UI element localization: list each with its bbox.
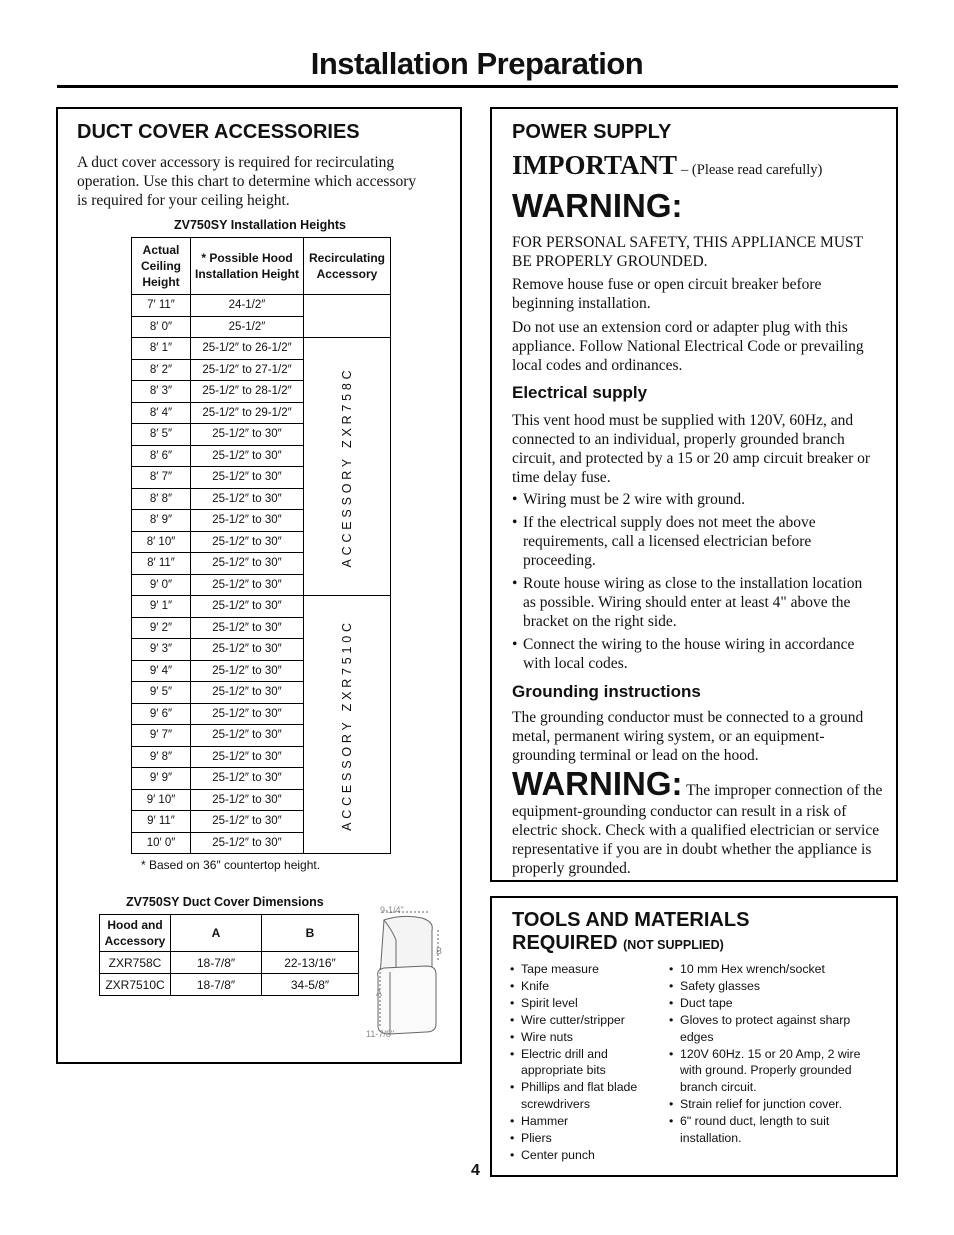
table-footnote: * Based on 36″ countertop height. [141,858,321,872]
install-height-cell: 25-1/2″ to 30″ [191,639,304,661]
install-height-cell: 25-1/2″ [191,316,304,338]
install-height-cell: 25-1/2″ to 26-1/2″ [191,338,304,360]
install-height-cell: 25-1/2″ to 30″ [191,531,304,553]
list-item: • Electric drill and appropriate bits [510,1046,660,1080]
important-label: IMPORTANT [512,150,678,180]
col-header-ceiling: Actual Ceiling Height [132,238,191,295]
install-height-cell: 25-1/2″ to 30″ [191,467,304,489]
dimension-cell: 18-7/8″ [171,974,262,996]
install-height-cell: 25-1/2″ to 30″ [191,617,304,639]
warning2-heading: WARNING: [512,765,683,802]
list-item: • Tape measure [510,961,660,978]
ceiling-height-cell: 9′ 10″ [132,789,191,811]
list-item: • Strain relief for junction cover. [669,1096,869,1113]
grounding-text: The grounding conductor must be connected to a ground metal, permanent wiring system, or an equipment-grounding terminal or lead on the hood. [512,709,864,764]
list-item: • Spirit level [510,995,660,1012]
duct-intro: A duct cover accessory is required for recirculating operation. Use this chart to determine which accessory is required for your ceiling height. [77,154,417,209]
ceiling-height-cell: 9′ 4″ [132,660,191,682]
heights-table [131,237,391,854]
ceiling-height-cell: 8′ 8″ [132,488,191,510]
accessory-cell [304,338,391,596]
accessory-cell [304,596,391,854]
ceiling-height-cell: 9′ 6″ [132,703,191,725]
tools-list-2 [669,961,869,1147]
list-item: • Center punch [510,1147,660,1164]
install-height-cell: 25-1/2″ to 28-1/2″ [191,381,304,403]
tools-heading-line1: TOOLS AND MATERIALS [512,909,750,931]
ceiling-height-cell: 8′ 7″ [132,467,191,489]
list-item: • 10 mm Hex wrench/socket [669,961,869,978]
ceiling-height-cell: 8′ 9″ [132,510,191,532]
duct-heading: DUCT COVER ACCESSORIES [77,121,360,143]
list-item: • Connect the wiring to the house wiring in accordance with local codes. [512,635,878,673]
table-row [100,952,359,974]
dimension-cell: 34-5/8″ [262,974,359,996]
power-heading: POWER SUPPLY [512,121,672,143]
install-height-cell: 25-1/2″ to 30″ [191,682,304,704]
list-item: • Route house wiring as close to the installation location as possible. Wiring should enter at least 4" above the bracket on the right side. [512,574,878,631]
install-height-cell: 25-1/2″ to 30″ [191,768,304,790]
table-row [132,596,391,618]
col-header-install: * Possible Hood Installation Height [191,238,304,295]
install-height-cell: 24-1/2″ [191,295,304,317]
list-item: • Phillips and flat blade screwdrivers [510,1079,660,1113]
diagram-a-label: A [376,988,383,998]
table-row [132,338,391,360]
ceiling-height-cell: 8′ 4″ [132,402,191,424]
list-item: • Pliers [510,1130,660,1147]
warning2-block [512,766,884,878]
page-title: Installation Preparation [310,46,644,81]
warning-heading: WARNING: [512,187,683,224]
ceiling-height-cell: 9′ 8″ [132,746,191,768]
ceiling-height-cell: 8′ 11″ [132,553,191,575]
warning2-text: The improper connection of the equipment-grounding conductor can result in a risk of electric shock. Check with a qualified electrician or service representative if you are in doubt whether the appliance is properly grounded. [512,782,883,877]
table-row [100,974,359,996]
install-height-cell: 25-1/2″ to 30″ [191,596,304,618]
list-item: • If the electrical supply does not meet the above requirements, call a licensed electrician before proceeding. [512,513,878,570]
tools-heading-note: (NOT SUPPLIED) [623,938,724,952]
table-row [132,295,391,317]
dim-header-hood: Hood and Accessory [100,915,171,952]
ceiling-height-cell: 8′ 1″ [132,338,191,360]
install-height-cell: 25-1/2″ to 30″ [191,811,304,833]
ceiling-height-cell: 8′ 6″ [132,445,191,467]
electrical-text: This vent hood must be supplied with 120V, 60Hz, and connected to an individual, properly grounded branch circuit, and protected by a 15 or 20 amp circuit breaker or time delay fuse. [512,412,871,486]
ceiling-height-cell: 9′ 7″ [132,725,191,747]
install-height-cell: 25-1/2″ to 30″ [191,832,304,854]
col-header-accessory: Recirculating Accessory [304,238,391,295]
install-height-cell: 25-1/2″ to 30″ [191,424,304,446]
accessory-cell-empty [304,295,391,338]
ceiling-height-cell: 8′ 3″ [132,381,191,403]
ceiling-height-cell: 8′ 0″ [132,316,191,338]
ceiling-height-cell: 10′ 0″ [132,832,191,854]
install-height-cell: 25-1/2″ to 30″ [191,510,304,532]
list-item: • Duct tape [669,995,869,1012]
list-item: • 120V 60Hz. 15 or 20 Amp, 2 wire with ground. Properly grounded branch circuit. [669,1046,869,1097]
list-item: • Wire cutter/stripper [510,1012,660,1029]
list-item: • Wiring must be 2 wire with ground. [512,490,878,509]
important-note: – (Please read carefully) [681,162,823,178]
tools-list-1 [510,961,660,1164]
dim-header-b: B [262,915,359,952]
power-p1: FOR PERSONAL SAFETY, THIS APPLIANCE MUST BE PROPERLY GROUNDED. [512,234,863,270]
ceiling-height-cell: 9′ 1″ [132,596,191,618]
diagram-bottom-label: 11-7/8" [366,1029,395,1039]
electrical-heading: Electrical supply [512,383,648,402]
ceiling-height-cell: 9′ 2″ [132,617,191,639]
install-height-cell: 25-1/2″ to 30″ [191,553,304,575]
list-item: • Wire nuts [510,1029,660,1046]
duct-cover-diagram [362,900,452,1045]
list-item: • Hammer [510,1113,660,1130]
ceiling-height-cell: 8′ 2″ [132,359,191,381]
ceiling-height-cell: 8′ 5″ [132,424,191,446]
list-item: • Safety glasses [669,978,869,995]
ceiling-height-cell: 8′ 10″ [132,531,191,553]
list-item: • Gloves to protect against sharp edges [669,1012,869,1046]
dimension-cell: ZXR7510C [100,974,171,996]
dimension-cell: 18-7/8″ [171,952,262,974]
install-height-cell: 25-1/2″ to 30″ [191,488,304,510]
ceiling-height-cell: 9′ 5″ [132,682,191,704]
dimension-cell: ZXR758C [100,952,171,974]
install-height-cell: 25-1/2″ to 30″ [191,789,304,811]
diagram-b-label: B [436,946,443,956]
power-p2: Remove house fuse or open circuit breaker before beginning installation. [512,276,822,312]
ceiling-height-cell: 7′ 11″ [132,295,191,317]
install-height-cell: 25-1/2″ to 29-1/2″ [191,402,304,424]
title-rule [57,85,898,88]
dimensions-table [99,914,359,996]
tools-heading-line2: REQUIRED [512,932,618,954]
ceiling-height-cell: 9′ 3″ [132,639,191,661]
install-height-cell: 25-1/2″ to 30″ [191,746,304,768]
install-height-cell: 25-1/2″ to 30″ [191,445,304,467]
ceiling-height-cell: 9′ 9″ [132,768,191,790]
accessory-label: ACCESSORY ZXR7510C [340,618,354,831]
install-height-cell: 25-1/2″ to 30″ [191,660,304,682]
electrical-bullets [512,490,878,677]
install-height-cell: 25-1/2″ to 30″ [191,725,304,747]
install-height-cell: 25-1/2″ to 30″ [191,703,304,725]
accessory-label: ACCESSORY ZXR758C [340,366,354,567]
diagram-top-label: 9-1/4" [380,905,404,915]
heights-table-title: ZV750SY Installation Heights [173,218,347,232]
dimensions-table-title: ZV750SY Duct Cover Dimensions [126,895,324,909]
tools-heading [512,909,749,957]
dimension-cell: 22-13/16″ [262,952,359,974]
install-height-cell: 25-1/2″ to 30″ [191,574,304,596]
list-item: • 6" round duct, length to suit installation. [669,1113,869,1147]
power-p3: Do not use an extension cord or adapter plug with this appliance. Follow National Electrical Code or prevailing local codes and ordinances. [512,319,864,374]
ceiling-height-cell: 9′ 0″ [132,574,191,596]
grounding-heading: Grounding instructions [512,682,701,701]
list-item: • Knife [510,978,660,995]
install-height-cell: 25-1/2″ to 27-1/2″ [191,359,304,381]
ceiling-height-cell: 9′ 11″ [132,811,191,833]
page-number: 4 [471,1162,480,1179]
dim-header-a: A [171,915,262,952]
